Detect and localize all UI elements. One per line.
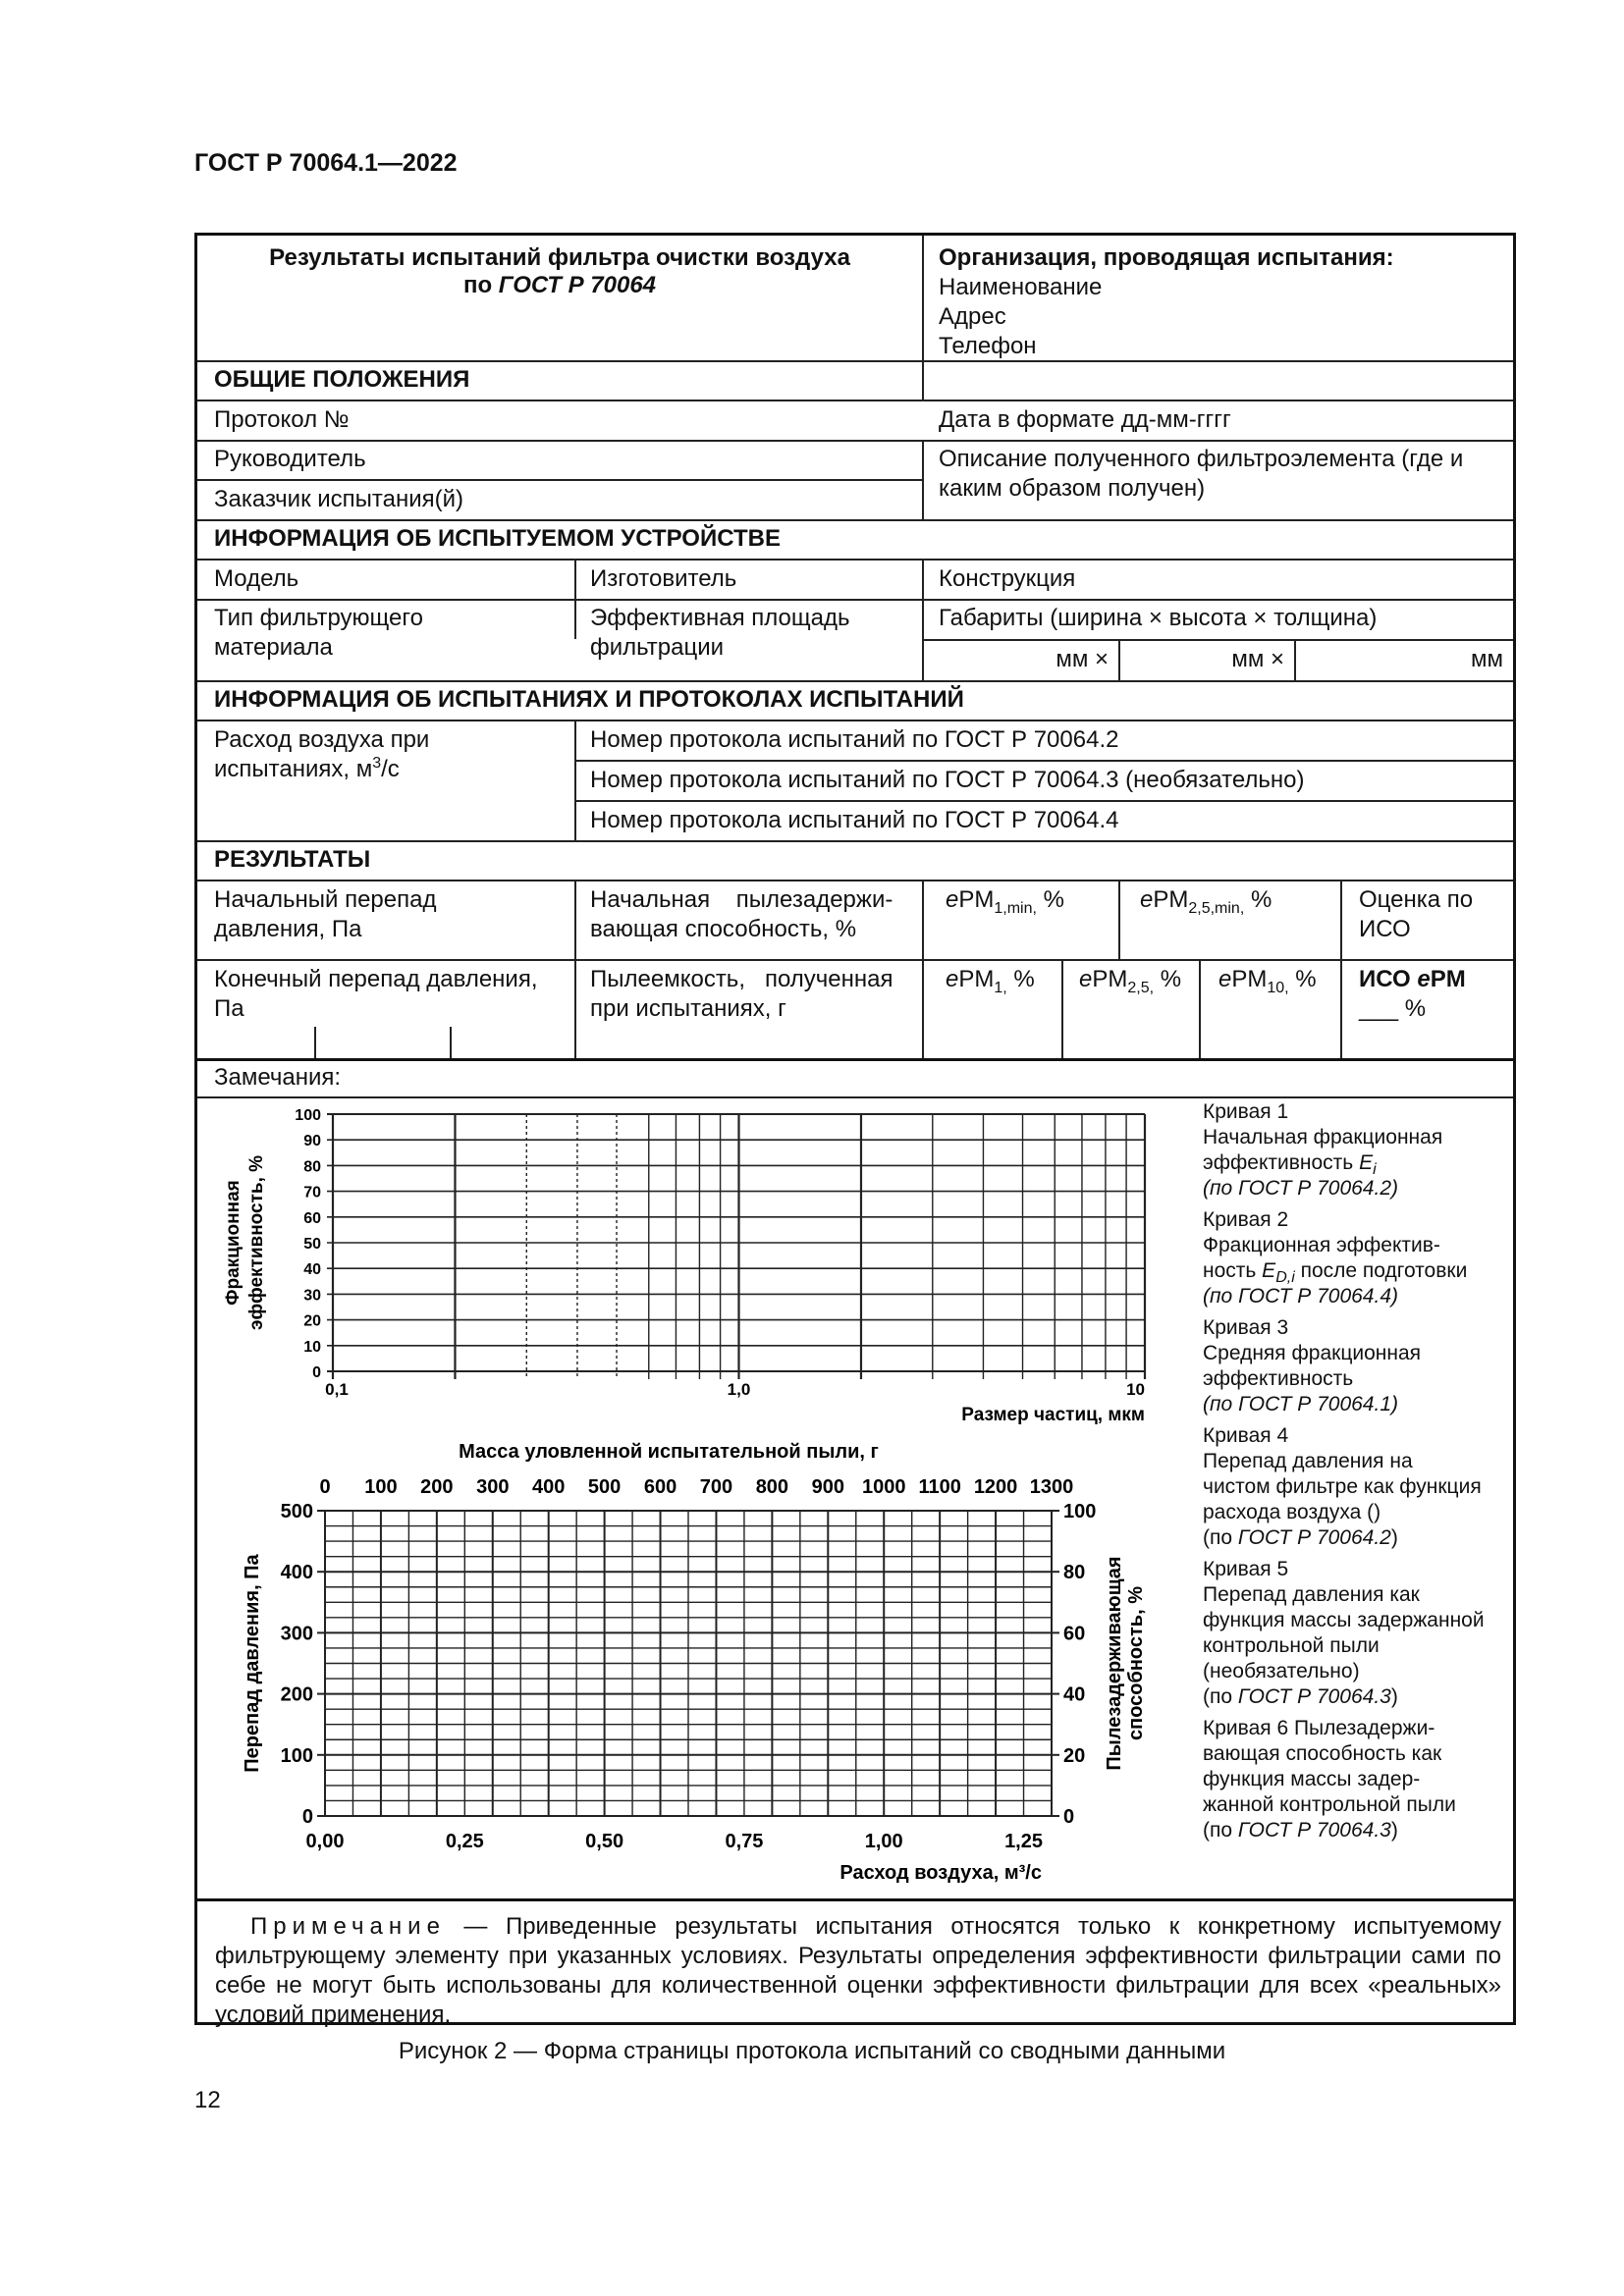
- initial-arrestance-field-line1: Начальная пылезадержи-: [590, 886, 893, 913]
- description-field-line2: каким образом получен): [939, 475, 1206, 502]
- results-heading: РЕЗУЛЬТАТЫ: [214, 846, 371, 873]
- chart1-y-tick: 70: [303, 1184, 321, 1201]
- epm25-field: ePM$_{2,5,}$ %: [1079, 966, 1182, 996]
- charts-area: [197, 1096, 1199, 1898]
- airflow-field-line1: Расход воздуха при: [214, 726, 430, 753]
- final-dp-field-line2: Па: [214, 995, 244, 1022]
- initial-arrestance-field-line2: вающая способность, %: [590, 916, 857, 942]
- media-type-field-line2: материала: [214, 634, 333, 661]
- chart2-top-tick-label: 400: [532, 1476, 566, 1498]
- device-heading: ИНФОРМАЦИЯ ОБ ИСПЫТУЕМОМ УСТРОЙСТВЕ: [214, 525, 781, 552]
- initial-dp-field-line2: давления, Па: [214, 916, 362, 942]
- chart1-y-label-line2: эффективность, %: [246, 1154, 267, 1331]
- document-header: ГОСТ Р 70064.1—2022: [194, 149, 458, 177]
- chart1-y-tick: 30: [303, 1287, 321, 1305]
- protocol-70064-4: Номер протокола испытаний по ГОСТ Р 70064.4: [590, 807, 1119, 833]
- remarks-label: Замечания:: [214, 1064, 342, 1091]
- chart1-y-tick: 100: [295, 1107, 321, 1124]
- protocol-number-field: Протокол №: [214, 406, 350, 433]
- chart1-y-tick: 10: [303, 1338, 321, 1356]
- chart2-right-y-label-line1: Пылезадерживающая: [1104, 1556, 1125, 1771]
- legend-curve-2: Кривая 2 Фракционная эффектив- ность $E_{D,i}$ после подготовки (по ГОСТ Р 70064.4): [1203, 1208, 1468, 1308]
- chart2-right-tick-label: 60: [1063, 1623, 1086, 1645]
- protocol-70064-3: Номер протокола испытаний по ГОСТ Р 70064.3 (необязательно): [590, 767, 1305, 793]
- form-title-standard: по ГОСТ Р 70064: [462, 272, 657, 298]
- chart2-top-tick-label: 200: [420, 1476, 454, 1498]
- chart2-right-y-label-line2: способность, %: [1125, 1586, 1147, 1740]
- chart2-top-tick-label: 1100: [918, 1476, 961, 1498]
- curves-legend: [1203, 1099, 1507, 1849]
- filter-area-field-line2: фильтрации: [590, 634, 725, 661]
- org-title: Организация, проводящая испытания:: [939, 244, 1394, 271]
- chart2-right-tick-label: 40: [1063, 1683, 1086, 1706]
- final-dp-field-line1: Конечный перепад давления,: [214, 966, 538, 992]
- legend-curve-3: Кривая 3 Средняя фракционная эффективность (по ГОСТ Р 70064.1): [1203, 1316, 1421, 1415]
- tests-heading: ИНФОРМАЦИЯ ОБ ИСПЫТАНИЯХ И ПРОТОКОЛАХ ИСПЫТАНИЙ: [214, 686, 964, 713]
- description-field-line1: Описание полученного фильтроэлемента (где и: [939, 446, 1464, 472]
- chart2-top-tick-label: 800: [755, 1476, 789, 1498]
- chart2-x-label: Расход воздуха, м³/с: [839, 1862, 1042, 1884]
- chart1-x-tick: 1,0: [727, 1380, 751, 1399]
- chart1-y-tick: 50: [303, 1236, 321, 1253]
- chart1-y-tick: 90: [303, 1133, 321, 1150]
- chart2-left-tick-label: 400: [280, 1562, 313, 1584]
- chart2-top-tick-label: 900: [811, 1476, 844, 1498]
- chart2-top-tick-label: 700: [699, 1476, 733, 1498]
- chart2-right-tick-label: 20: [1063, 1744, 1086, 1767]
- chart2-x-tick-label: 1,00: [864, 1831, 903, 1852]
- legend-curve-4: Кривая 4 Перепад давления на чистом фильтре как функция расхода воздуха () (по ГОСТ Р 70064.2): [1203, 1424, 1482, 1549]
- page-number: 12: [194, 2087, 221, 2113]
- capacity-field-line1: Пылеемкость, полученная: [590, 966, 893, 992]
- chart1-x-tick: 10: [1126, 1380, 1145, 1399]
- chart2-left-tick-label: 200: [280, 1683, 313, 1706]
- height-unit: мм ×: [1231, 646, 1284, 672]
- chart2-left-y-label: Перепад давления, Па: [242, 1554, 263, 1773]
- org-address-label: Адрес: [939, 303, 1006, 330]
- date-field: Дата в формате дд-мм-гггг: [939, 406, 1231, 433]
- legend-curve-6: Кривая 6 Пылезадержи- вающая способность как функция массы задер- жанной контрольной пыли (по ГОСТ Р 70064.3): [1203, 1717, 1456, 1842]
- customer-field: Заказчик испытания(й): [214, 486, 464, 512]
- org-phone-label: Телефон: [939, 333, 1037, 359]
- iso-rating-field-line2: ИСО: [1359, 916, 1411, 942]
- chart2-x-tick-label: 1,25: [1004, 1831, 1044, 1852]
- dimensions-field: Габариты (ширина × высота × толщина): [939, 605, 1378, 631]
- chart1-y-tick: 40: [303, 1261, 321, 1279]
- chart1-y-tick: 0: [312, 1364, 321, 1381]
- legend-curve-1: Кривая 1 Начальная фракционная эффективность $E_i$ (по ГОСТ Р 70064.2): [1203, 1100, 1443, 1200]
- chart1-x-tick: 0,1: [325, 1380, 349, 1399]
- media-type-field-line1: Тип фильтрующего: [214, 605, 423, 631]
- org-name-label: Наименование: [939, 274, 1103, 300]
- chart2-top-tick-label: 300: [476, 1476, 510, 1498]
- chart2-right-tick-label: 0: [1063, 1806, 1075, 1828]
- form-title: Результаты испытаний фильтра очистки воздуха: [269, 244, 850, 271]
- chart2-right-tick-label: 80: [1063, 1562, 1086, 1584]
- legend-curve-5: Кривая 5 Перепад давления как функция массы задержанной контрольной пыли (необязательно) (по ГОСТ Р 70064.3): [1203, 1558, 1485, 1708]
- iso-epm-value: ___ %: [1359, 995, 1427, 1022]
- figure-caption: Рисунок 2 — Форма страницы протокола испытаний со сводными данными: [398, 2038, 1226, 2064]
- model-field: Модель: [214, 565, 299, 592]
- chart2-top-title: Масса уловленной испытательной пыли, г: [459, 1441, 879, 1463]
- note-text: Примечание — Приведенные результаты испытания относятся только к конкретному испытуемому фильтрующему элементу при указанных условиях. Результаты определения эффективности фильтрации сами по себе не могут быть использованы для количественной оценки эффективности фильтрации для всех «реальных» условий применения.: [215, 1913, 1501, 2028]
- construction-field: Конструкция: [939, 565, 1076, 592]
- iso-epm-field: ИСО ePM: [1359, 966, 1466, 992]
- epm25-min-field: ePM$_{2,5,min,}$ %: [1140, 886, 1272, 917]
- initial-dp-field-line1: Начальный перепад: [214, 886, 437, 913]
- chart1-y-tick: 80: [303, 1158, 321, 1176]
- chart2-x-tick-label: 0,50: [585, 1831, 624, 1852]
- chart2-top-tick-label: 500: [587, 1476, 622, 1498]
- airflow-field-line2: испытаниях, $м^3/с$: [214, 755, 400, 782]
- manager-field: Руководитель: [214, 446, 366, 472]
- test-report-form: [194, 233, 1516, 2028]
- chart1-y-tick: 60: [303, 1209, 321, 1227]
- chart2-left-tick-label: 100: [280, 1744, 313, 1767]
- protocol-70064-2: Номер протокола испытаний по ГОСТ Р 70064.2: [590, 726, 1119, 753]
- chart2-x-tick-label: 0,00: [305, 1831, 345, 1852]
- chart2-x-tick-label: 0,75: [725, 1831, 764, 1852]
- chart2-top-tick-label: 100: [364, 1476, 398, 1498]
- chart2-top-tick-label: 1300: [1029, 1476, 1074, 1498]
- chart2-top-tick-label: 0: [319, 1476, 331, 1498]
- manufacturer-field: Изготовитель: [590, 565, 737, 592]
- chart1-x-label: Размер частиц, мкм: [961, 1405, 1145, 1425]
- chart2-left-tick-label: 500: [280, 1501, 313, 1522]
- width-unit: мм ×: [1056, 646, 1109, 672]
- filter-area-field-line1: Эффективная площадь: [590, 605, 850, 631]
- chart2-top-tick-label: 1000: [861, 1476, 906, 1498]
- iso-rating-field-line1: Оценка по: [1359, 886, 1474, 913]
- chart1-y-tick: 20: [303, 1312, 321, 1330]
- chart2-x-tick-label: 0,25: [445, 1831, 484, 1852]
- epm1-field: ePM$_{1,}$ %: [946, 966, 1035, 996]
- chart2-right-tick-label: 100: [1063, 1501, 1097, 1522]
- chart2-top-tick-label: 1200: [973, 1476, 1018, 1498]
- thickness-unit: мм: [1471, 646, 1503, 672]
- chart2-left-tick-label: 300: [280, 1623, 313, 1645]
- chart2-left-tick-label: 0: [301, 1806, 313, 1828]
- capacity-field-line2: при испытаниях, г: [590, 995, 786, 1022]
- epm1-min-field: ePM$_{1,min,}$ %: [946, 886, 1064, 917]
- epm10-field: ePM$_{10,}$ %: [1218, 966, 1317, 996]
- chart1-y-label-line1: Фракционная: [223, 1180, 244, 1306]
- chart2-top-tick-label: 600: [643, 1476, 677, 1498]
- general-heading: ОБЩИЕ ПОЛОЖЕНИЯ: [214, 366, 470, 393]
